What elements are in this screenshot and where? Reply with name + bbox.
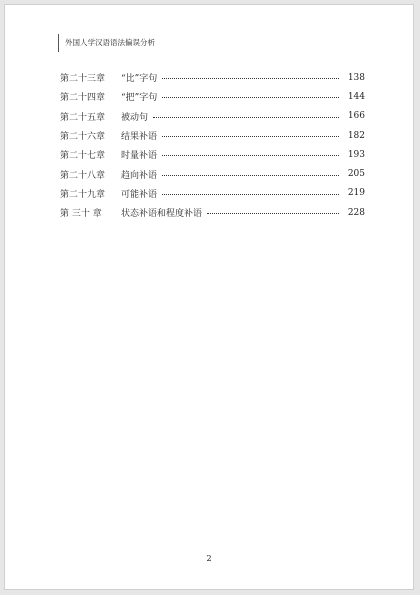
- toc-chapter-title: 结果补语: [121, 132, 158, 143]
- toc-leader-dots: [153, 117, 339, 118]
- toc-chapter-title: “把”字句: [121, 93, 158, 104]
- toc-chapter-title: 趋向补语: [121, 170, 158, 181]
- toc-page-number: 219: [347, 188, 365, 199]
- toc-page-number: 182: [347, 130, 365, 141]
- toc-entry[interactable]: [60, 87, 365, 106]
- page-number-footer: 2: [206, 554, 212, 563]
- toc-page-number: 193: [347, 149, 365, 160]
- toc-chapter-number: 第二十九章: [60, 189, 106, 200]
- toc-chapter-number: 第二十五章: [60, 112, 106, 123]
- toc-page-number: 205: [347, 169, 365, 180]
- toc-chapter-number: 第二十四章: [60, 93, 106, 104]
- toc-chapter-number: 第二十七章: [60, 151, 106, 162]
- toc-chapter-title: 时量补语: [121, 151, 158, 162]
- document-page: [4, 4, 414, 590]
- toc-chapter-title: “比”字句: [121, 74, 158, 85]
- toc-leader-dots: [207, 213, 339, 214]
- toc-leader-dots: [162, 97, 339, 98]
- toc-leader-dots: [162, 136, 339, 137]
- toc-page-number: 138: [347, 72, 365, 83]
- toc-chapter-number: 第 三十 章: [60, 209, 102, 220]
- toc-chapter-number: 第二十三章: [60, 74, 106, 85]
- toc-chapter-title: 可能补语: [121, 189, 158, 200]
- toc-leader-dots: [162, 194, 339, 195]
- toc-chapter-number: 第二十八章: [60, 170, 106, 181]
- toc-entry[interactable]: [60, 164, 365, 183]
- toc-entry[interactable]: [60, 126, 365, 145]
- toc-page-number: 144: [347, 91, 365, 102]
- toc-page-number: 228: [347, 207, 365, 218]
- toc-chapter-title: 状态补语和程度补语: [121, 209, 203, 220]
- toc-chapter-title: 被动句: [121, 112, 149, 123]
- toc-chapter-number: 第二十六章: [60, 132, 106, 143]
- table-of-contents: [60, 68, 365, 222]
- toc-entry[interactable]: [60, 68, 365, 87]
- toc-entry[interactable]: [60, 145, 365, 164]
- toc-leader-dots: [162, 175, 339, 176]
- toc-entry[interactable]: [60, 203, 365, 222]
- toc-page-number: 166: [347, 111, 365, 122]
- toc-entry[interactable]: [60, 184, 365, 203]
- toc-leader-dots: [162, 78, 339, 79]
- toc-leader-dots: [162, 155, 339, 156]
- running-header: 外国人学汉语语法偏误分析: [58, 34, 155, 52]
- toc-entry[interactable]: [60, 107, 365, 126]
